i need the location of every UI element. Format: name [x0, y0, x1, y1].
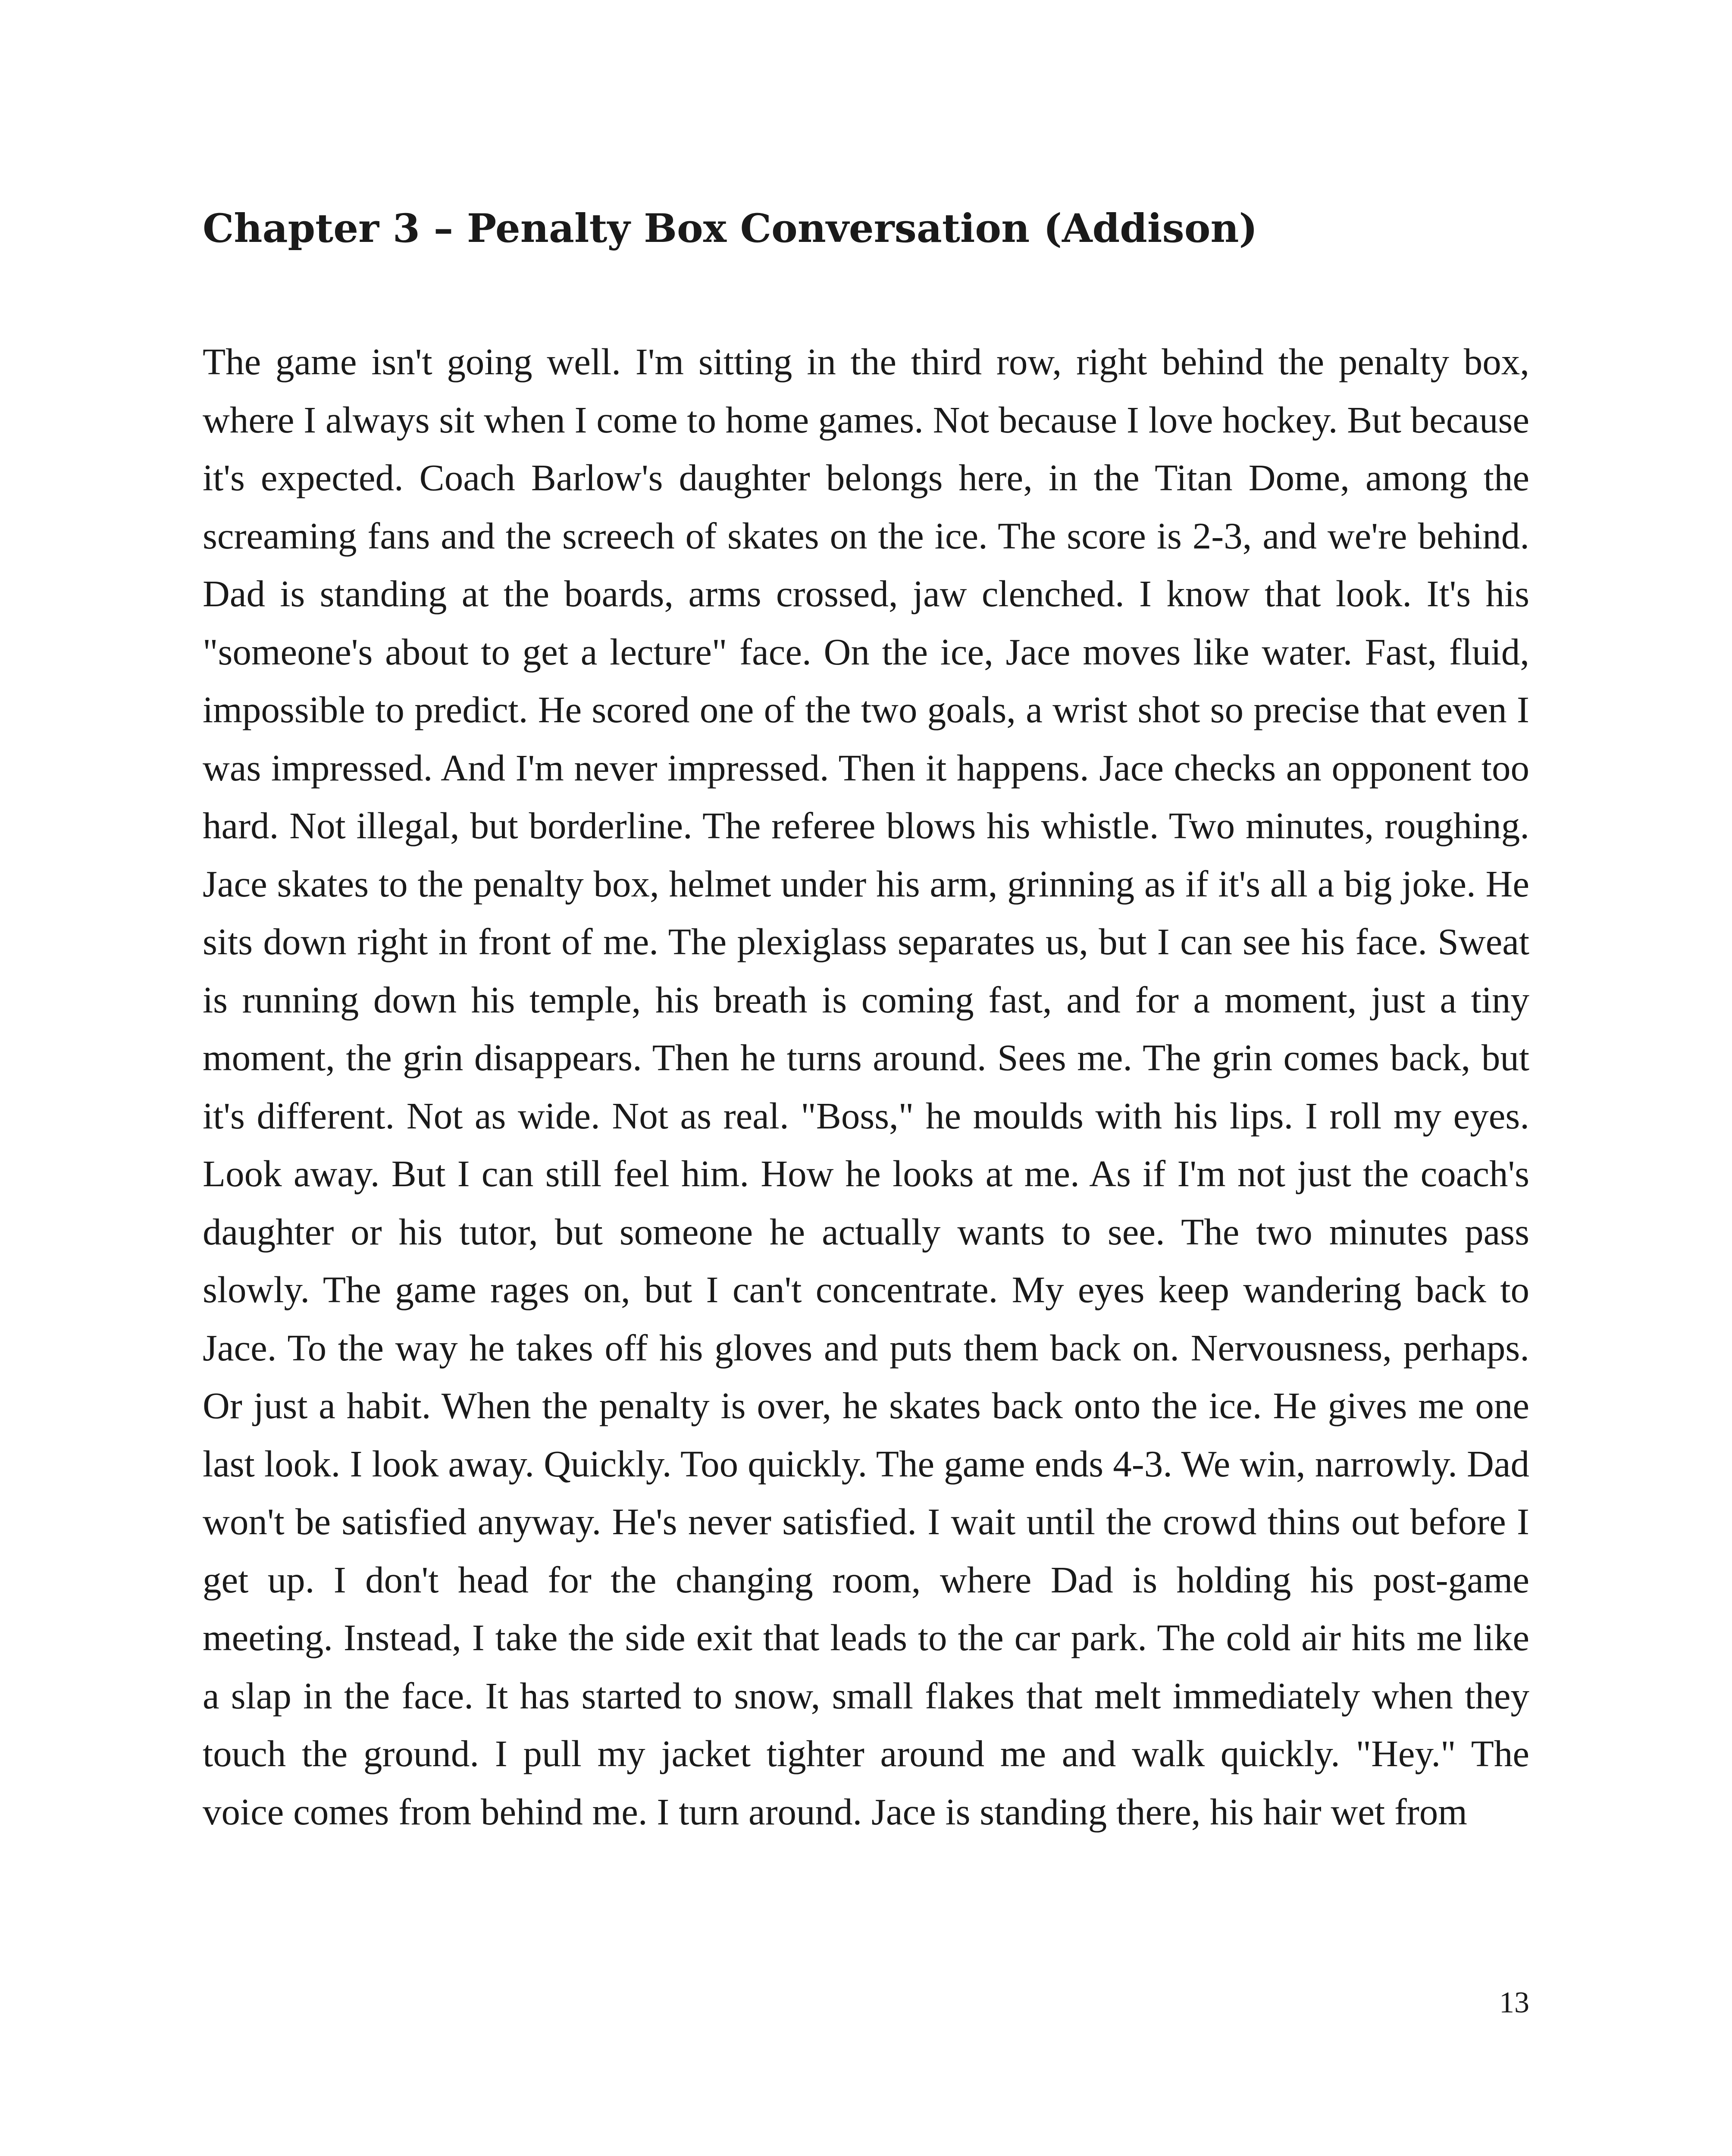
body-paragraph: The game isn't going well. I'm sitting in the third row, right behind the penalty box, where I always sit when I come to home games. Not because I love hockey. But because it's expected. Coach Barlow's daughter belongs here, in the Titan Dome, among the screaming fans and the screech of skates on the ice. The score is 2-3, and we're behind. Dad is standing at the boards, arms crossed, jaw clenched. I know that look. It's his "someone's about to get a lecture" face. On the ice, Jace moves like water. Fast, fluid, impossible to predict. He scored one of the two goals, a wrist shot so precise that even I was impressed. And I'm never impressed. Then it happens. Jace checks an opponent too hard. Not illegal, but borderline. The referee blows his whistle. Two minutes, roughing. Jace skates to the penalty box, helmet under his arm, grinning as if it's all a big joke. He sits down right in front of me. The plexiglass separates us, but I can see his face. Sweat is running down his temple, his breath is coming fast, and for a moment, just a tiny moment, the grin disappears. Then he turns around. Sees me. The grin comes back, but it's different. Not as wide. Not as real. "Boss," he moulds with his lips. I roll my eyes. Look away. But I can still feel him. How he looks at me. As if I'm not just the coach's daughter or his tutor, but someone he actually wants to see. The two minutes pass slowly. The game rages on, but I can't concentrate. My eyes keep wandering back to Jace. To the way he takes off his gloves and puts them back on. Nervousness, perhaps. Or just a habit. When the penalty is over, he skates back onto the ice. He gives me one last look. I look away. Quickly. Too quickly. The game ends 4-3. We win, narrowly. Dad won't be satisfied anyway. He's never satisfied. I wait until the crowd thins out before I get up. I don't head for the changing room, where Dad is holding his post-game meeting. Instead, I take the side exit that leads to the car park. The cold air hits me like a slap in the face. It has started to snow, small flakes that melt immediately when they touch the ground. I pull my jacket tighter around me and walk quickly. "Hey." The voice comes from behind me. I turn around. Jace is standing there, his hair wet from — [203, 341, 1529, 1833]
page-number: 13 — [1499, 1986, 1529, 2019]
chapter-title: Chapter 3 – Penalty Box Conversation (Addison) — [203, 206, 1258, 251]
